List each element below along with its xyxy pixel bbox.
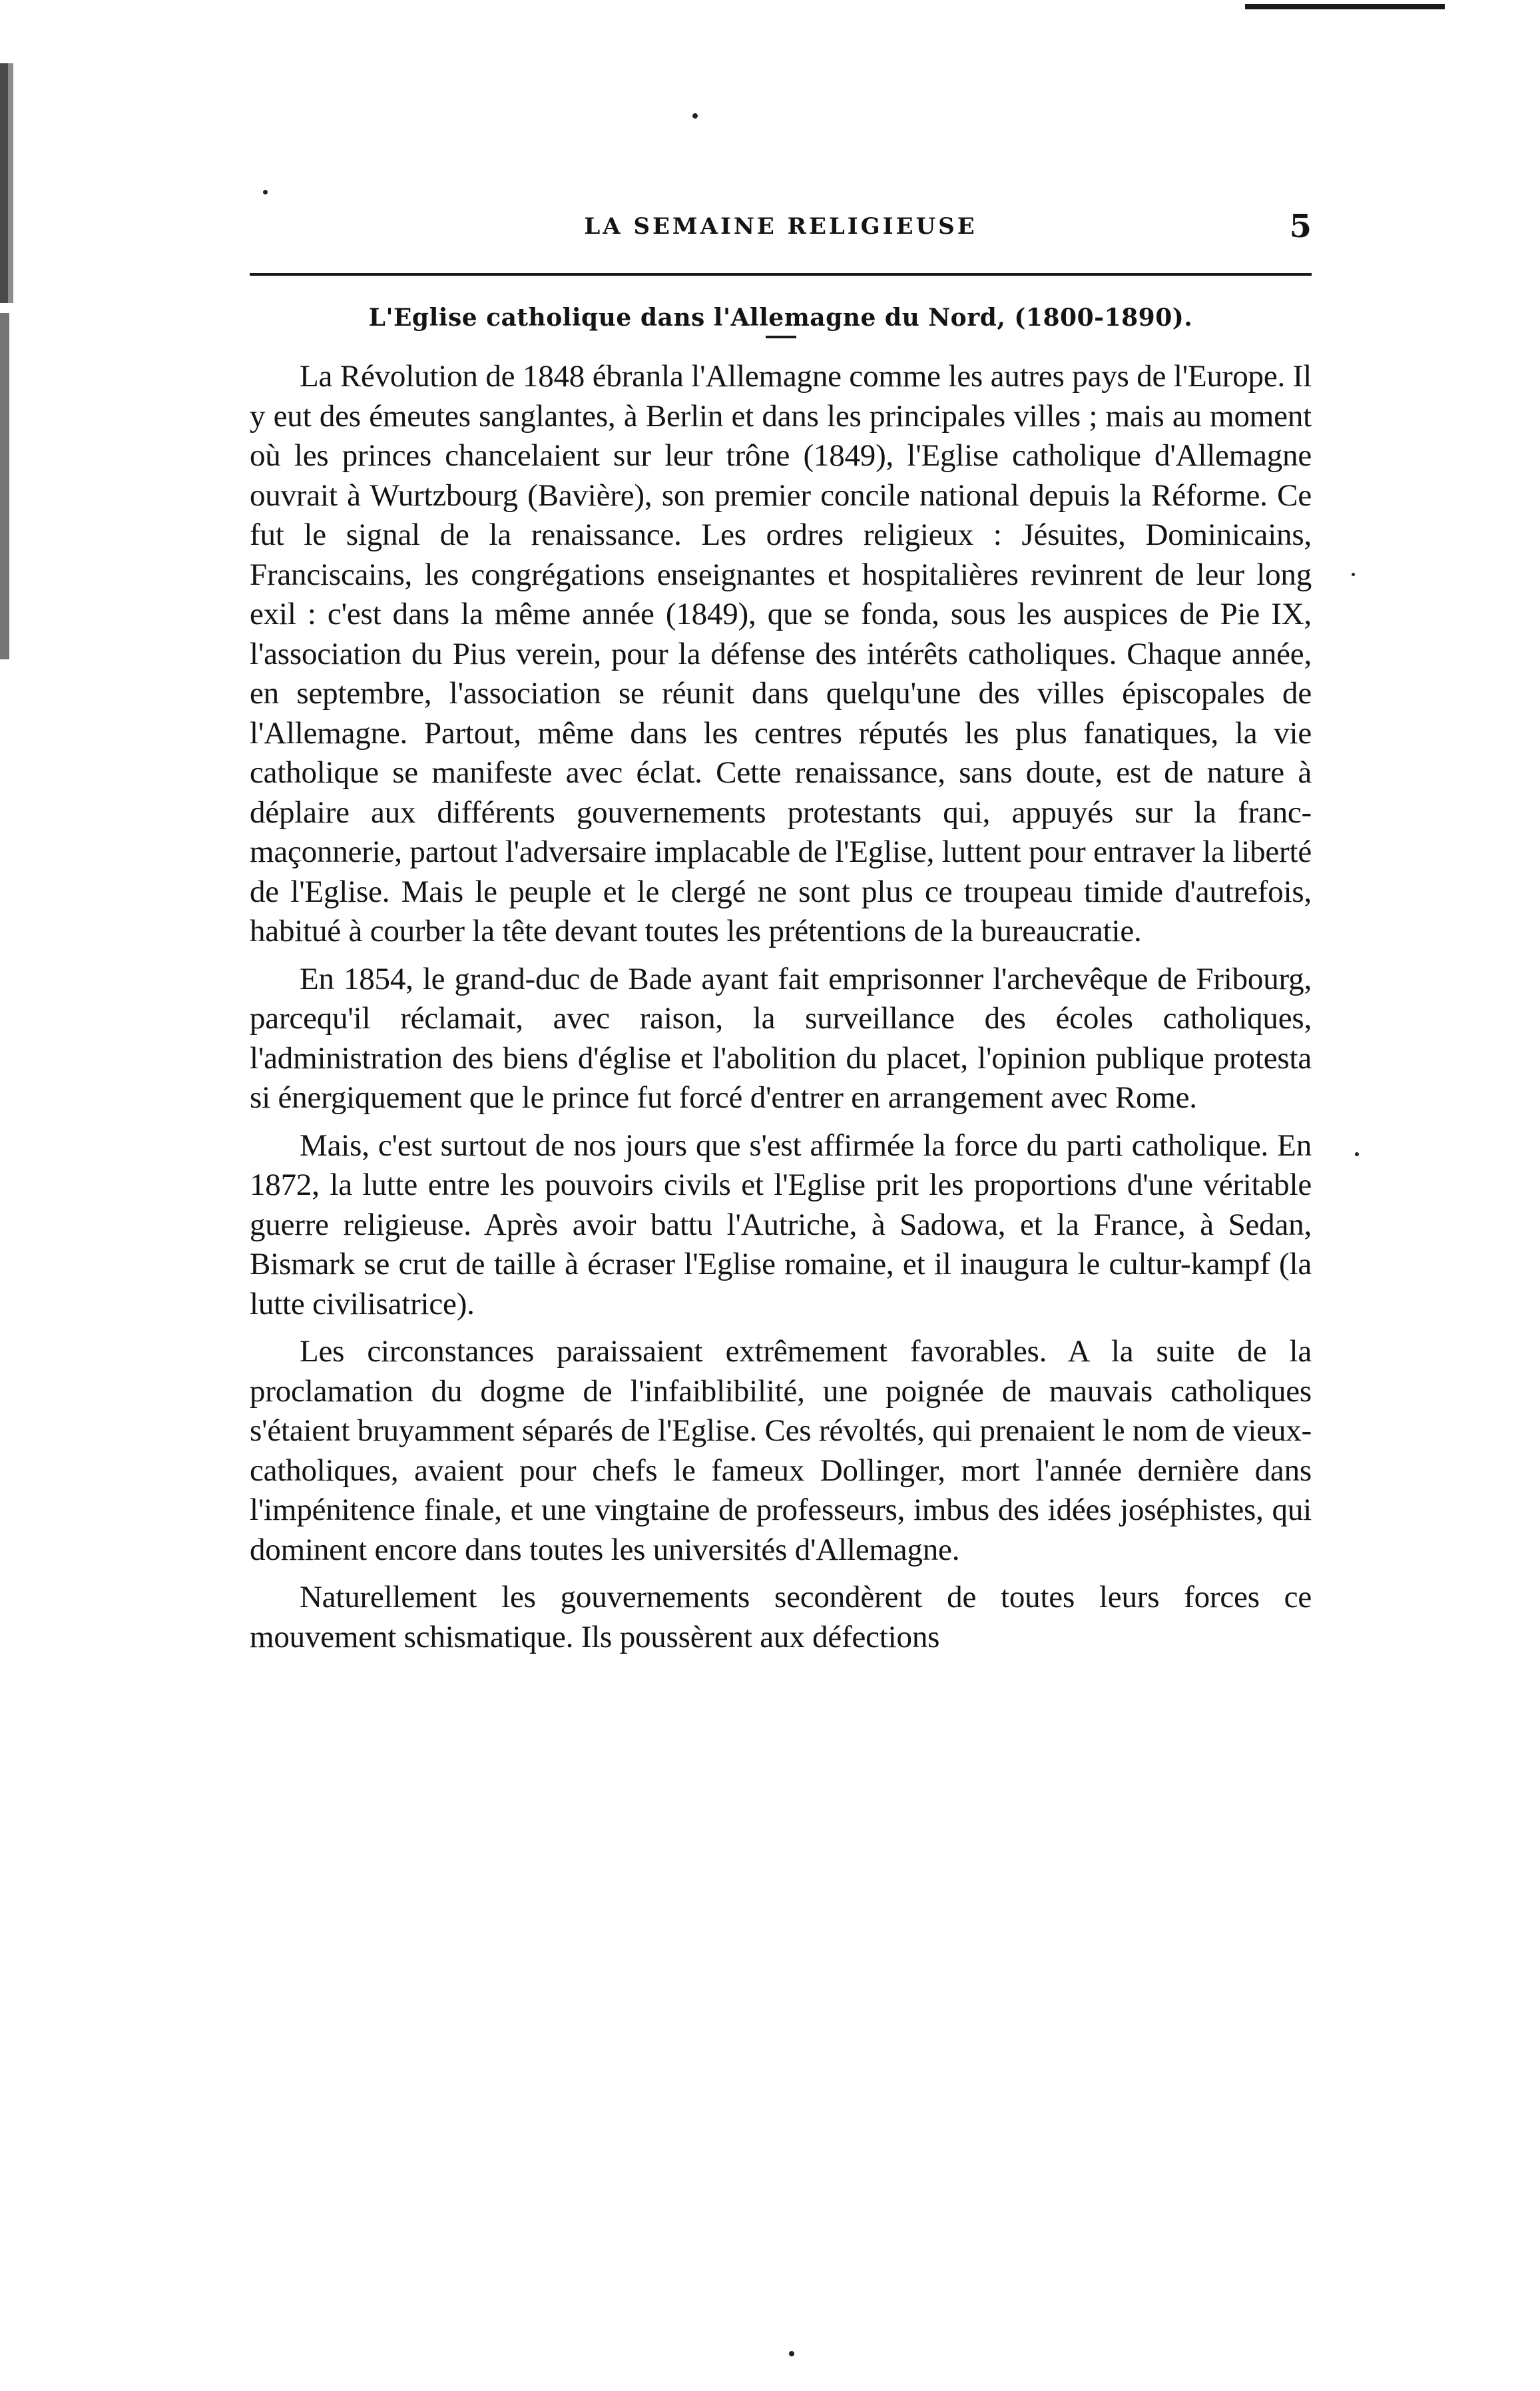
ink-speck (1352, 573, 1355, 576)
scan-top-rule (1245, 4, 1445, 9)
title-separator (766, 336, 796, 338)
paragraph: La Révolution de 1848 ébranla l'Allemagne comme les autres pays de l'Europe. Il y eut des émeutes sanglantes, à Berlin et dans les principales villes ; mais au moment où les princes chancelaient sur leur trône (1849), l'Eglise catholique d'Allemagne ouvrait à Wurtzbourg (Bavière), son premier concile national depuis la Réforme. Ce fut le signal de la renaissance. Les ordres religieux : Jésuites, Dominicains, Franciscains, les congrégations enseignantes et hospitalières revinrent de leur long exil : c'est dans la même année (1849), que se fonda, sous les auspices de Pie IX, l'association du Pius verein, pour la défense des intérêts catholiques. Chaque année, en septembre, l'association se réunit dans quelqu'une des villes épiscopales de l'Allemagne. Partout, même dans les centres réputés les plus fanatiques, la vie catholique se manifeste avec éclat. Cette renaissance, sans doute, est de nature à déplaire aux différents gouvernements protestants qui, appuyés sur la franc-maçonnerie, partout l'adversaire implacable de l'Eglise, luttent pour entraver la liberté de l'Eglise. Mais le peuple et le clergé ne sont plus ce troupeau timide d'autrefois, habitué à courber la tête devant toutes les prétentions de la bureaucratie. (250, 359, 1312, 948)
ink-speck (1355, 1152, 1359, 1156)
paragraph: Les circonstances paraissaient extrêmement favorables. A la suite de la proclamation du dogme de l'infaiblibilité, une poignée de mauvais catholiques s'étaient bruyamment séparés de l'Eglise. Ces révoltés, qui prenaient le nom de vieux-catholiques, avaient pour chefs le fameux Dollinger, mort l'année dernière dans l'impénitence finale, et une vingtaine de professeurs, imbus des idées joséphistes, qui dominent encore dans toutes les universités d'Allemagne. (250, 1334, 1312, 1567)
page-content (250, 200, 1312, 1657)
article-title: L'Eglise catholique dans l'Allemagne du Nord, (1800-1890). (368, 304, 1193, 332)
ink-speck (692, 113, 698, 119)
header-rule (250, 273, 1312, 276)
paragraph: Naturellement les gouvernements secondèrent de toutes leurs forces ce mouvement schismatique. Ils poussèrent aux défections (250, 1580, 1312, 1654)
running-title: LA SEMAINE RELIGIEUSE (584, 213, 977, 240)
paragraph: En 1854, le grand-duc de Bade ayant fait emprisonner l'archevêque de Fribourg, parcequ'il réclamait, avec raison, la surveillance des écoles catholiques, l'administration des biens d'église et l'abolition du placet, l'opinion publique protesta si énergiquement que le prince fut forcé d'entrer en arrangement avec Rome. (250, 961, 1312, 1115)
scan-edge-shadow-lower (0, 313, 9, 659)
paragraph: Mais, c'est surtout de nos jours que s'est affirmée la force du parti catholique. En 1872, la lutte entre les pouvoirs civils et l'Eglise prit les proportions d'une véritable guerre religieuse. Après avoir battu l'Autriche, à Sadowa, et la France, à Sedan, Bismark se crut de taille à écraser l'Eglise romaine, et il inaugura le cultur-kampf (la lutte civilisatrice). (250, 1128, 1312, 1321)
page-number: 5 (1289, 208, 1312, 245)
article-body (250, 357, 1312, 1657)
ink-speck (263, 190, 268, 194)
ink-speck (789, 2351, 794, 2356)
scan-edge-shadow (0, 63, 19, 303)
running-head (250, 200, 1312, 273)
